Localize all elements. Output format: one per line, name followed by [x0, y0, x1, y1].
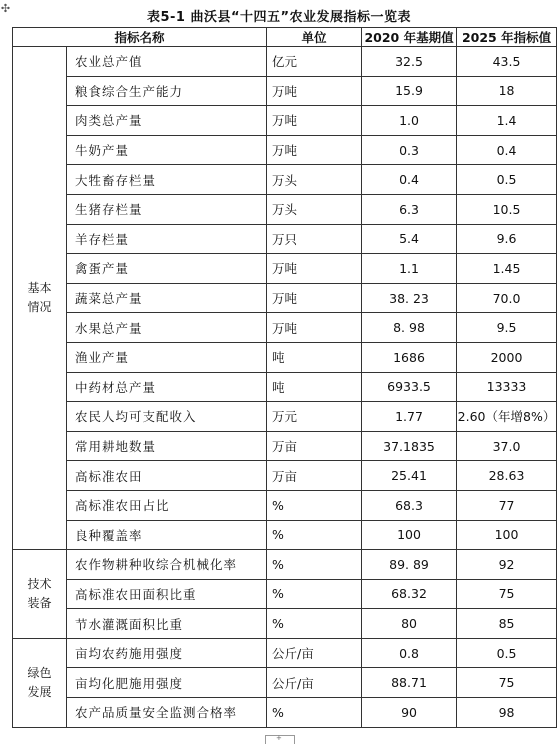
unit-cell: 公斤/亩 — [267, 668, 362, 698]
table-row — [13, 520, 557, 550]
target-value-cell: 98 — [457, 698, 557, 728]
unit-cell: % — [267, 490, 362, 520]
unit-cell: 万吨 — [267, 135, 362, 165]
indicator-name-cell: 生猪存栏量 — [67, 194, 267, 224]
category-label: 基本 — [27, 281, 52, 296]
indicator-name-cell: 牛奶产量 — [67, 135, 267, 165]
indicator-name-cell: 蔬菜总产量 — [67, 283, 267, 313]
indicator-name-cell: 农业总产值 — [67, 47, 267, 77]
indicator-name-cell: 高标准农田面积比重 — [67, 579, 267, 609]
target-value-cell: 2.60（年增8%） — [457, 402, 557, 432]
target-value-cell: 92 — [457, 550, 557, 580]
unit-cell: 万亩 — [267, 461, 362, 491]
indicator-name-cell: 水果总产量 — [67, 313, 267, 343]
category-label: 情况 — [27, 300, 52, 315]
unit-cell: 万头 — [267, 165, 362, 195]
table-row — [13, 135, 557, 165]
indicator-name-cell: 常用耕地数量 — [67, 431, 267, 461]
target-value-cell: 13333 — [457, 372, 557, 402]
indicator-name-cell: 粮食综合生产能力 — [67, 76, 267, 106]
base-value-cell: 0.4 — [362, 165, 457, 195]
table-row — [13, 402, 557, 432]
indicator-name-cell: 高标准农田 — [67, 461, 267, 491]
table-row — [13, 609, 557, 639]
target-value-cell: 9.5 — [457, 313, 557, 343]
unit-cell: % — [267, 579, 362, 609]
base-value-cell: 100 — [362, 520, 457, 550]
base-value-cell: 6933.5 — [362, 372, 457, 402]
header-unit: 单位 — [267, 28, 362, 47]
table-row — [13, 254, 557, 284]
table-row — [13, 579, 557, 609]
target-value-cell: 1.4 — [457, 106, 557, 136]
unit-cell: % — [267, 609, 362, 639]
base-value-cell: 89. 89 — [362, 550, 457, 580]
indicator-name-cell: 大牲畜存栏量 — [67, 165, 267, 195]
base-value-cell: 88.71 — [362, 668, 457, 698]
target-value-cell: 0.5 — [457, 165, 557, 195]
table-row — [13, 106, 557, 136]
target-value-cell: 0.5 — [457, 638, 557, 668]
unit-cell: 万亩 — [267, 431, 362, 461]
category-label: 绿色 — [27, 665, 52, 680]
base-value-cell: 8. 98 — [362, 313, 457, 343]
indicator-name-cell: 肉类总产量 — [67, 106, 267, 136]
base-value-cell: 80 — [362, 609, 457, 639]
unit-cell: 公斤/亩 — [267, 638, 362, 668]
target-value-cell: 77 — [457, 490, 557, 520]
unit-cell: 万吨 — [267, 106, 362, 136]
base-value-cell: 1.1 — [362, 254, 457, 284]
table-row — [13, 668, 557, 698]
unit-cell: 万只 — [267, 224, 362, 254]
indicator-name-cell: 渔业产量 — [67, 342, 267, 372]
target-value-cell: 85 — [457, 609, 557, 639]
target-value-cell: 9.6 — [457, 224, 557, 254]
indicator-name-cell: 羊存栏量 — [67, 224, 267, 254]
table-row — [13, 194, 557, 224]
target-value-cell: 100 — [457, 520, 557, 550]
indicator-name-cell: 中药材总产量 — [67, 372, 267, 402]
target-value-cell: 75 — [457, 579, 557, 609]
table-row — [13, 224, 557, 254]
unit-cell: 万吨 — [267, 76, 362, 106]
indicator-table — [12, 27, 557, 728]
table-row — [13, 165, 557, 195]
indicator-name-cell: 农民人均可支配收入 — [67, 402, 267, 432]
target-value-cell: 10.5 — [457, 194, 557, 224]
table-row — [13, 313, 557, 343]
unit-cell: 吨 — [267, 342, 362, 372]
target-value-cell: 0.4 — [457, 135, 557, 165]
table-row — [13, 76, 557, 106]
table-title: 表5-1 曲沃县“十四五”农业发展指标一览表 — [146, 10, 412, 25]
table-row — [13, 638, 557, 668]
base-value-cell: 5.4 — [362, 224, 457, 254]
unit-cell: 万头 — [267, 194, 362, 224]
base-value-cell: 68.3 — [362, 490, 457, 520]
target-value-cell: 75 — [457, 668, 557, 698]
target-value-cell: 1.45 — [457, 254, 557, 284]
table-row — [13, 283, 557, 313]
indicator-name-cell: 亩均农药施用强度 — [67, 638, 267, 668]
unit-cell: 万吨 — [267, 283, 362, 313]
target-value-cell: 18 — [457, 76, 557, 106]
header-target-value: 2025 年指标值 — [457, 28, 557, 47]
indicator-name-cell: 禽蛋产量 — [67, 254, 267, 284]
table-row — [13, 461, 557, 491]
target-value-cell: 43.5 — [457, 47, 557, 77]
table-row — [13, 342, 557, 372]
table-body — [13, 47, 557, 728]
unit-cell: % — [267, 698, 362, 728]
target-value-cell: 2000 — [457, 342, 557, 372]
base-value-cell: 1.0 — [362, 106, 457, 136]
category-cell — [13, 47, 67, 550]
resize-handle-icon: + — [276, 734, 282, 742]
header-base-value: 2020 年基期值 — [362, 28, 457, 47]
unit-cell: % — [267, 550, 362, 580]
table-row — [13, 550, 557, 580]
base-value-cell: 25.41 — [362, 461, 457, 491]
target-value-cell: 70.0 — [457, 283, 557, 313]
table-row — [13, 372, 557, 402]
base-value-cell: 1686 — [362, 342, 457, 372]
base-value-cell: 0.8 — [362, 638, 457, 668]
target-value-cell: 37.0 — [457, 431, 557, 461]
category-label: 发展 — [27, 684, 52, 699]
unit-cell: 万元 — [267, 402, 362, 432]
indicator-name-cell: 节水灌溉面积比重 — [67, 609, 267, 639]
indicator-name-cell: 高标准农田占比 — [67, 490, 267, 520]
table-row — [13, 698, 557, 728]
category-cell — [13, 638, 67, 727]
base-value-cell: 0.3 — [362, 135, 457, 165]
header-indicator-name: 指标名称 — [13, 28, 267, 47]
target-value-cell: 28.63 — [457, 461, 557, 491]
base-value-cell: 90 — [362, 698, 457, 728]
base-value-cell: 38. 23 — [362, 283, 457, 313]
indicator-name-cell: 农产品质量安全监测合格率 — [67, 698, 267, 728]
indicator-name-cell: 良种覆盖率 — [67, 520, 267, 550]
table-row — [13, 47, 557, 77]
unit-cell: 万吨 — [267, 313, 362, 343]
unit-cell: 万吨 — [267, 254, 362, 284]
table-row — [13, 431, 557, 461]
base-value-cell: 68.32 — [362, 579, 457, 609]
category-label: 技术 — [27, 576, 52, 591]
category-label: 装备 — [27, 595, 52, 610]
unit-cell: 吨 — [267, 372, 362, 402]
base-value-cell: 6.3 — [362, 194, 457, 224]
base-value-cell: 1.77 — [362, 402, 457, 432]
indicator-name-cell: 农作物耕种收综合机械化率 — [67, 550, 267, 580]
table-move-handle-icon[interactable]: ✣ — [0, 2, 11, 15]
unit-cell: 亿元 — [267, 47, 362, 77]
table-row — [13, 490, 557, 520]
header-row — [13, 28, 557, 47]
base-value-cell: 37.1835 — [362, 431, 457, 461]
unit-cell: % — [267, 520, 362, 550]
category-cell — [13, 550, 67, 639]
indicator-name-cell: 亩均化肥施用强度 — [67, 668, 267, 698]
base-value-cell: 15.9 — [362, 76, 457, 106]
base-value-cell: 32.5 — [362, 47, 457, 77]
